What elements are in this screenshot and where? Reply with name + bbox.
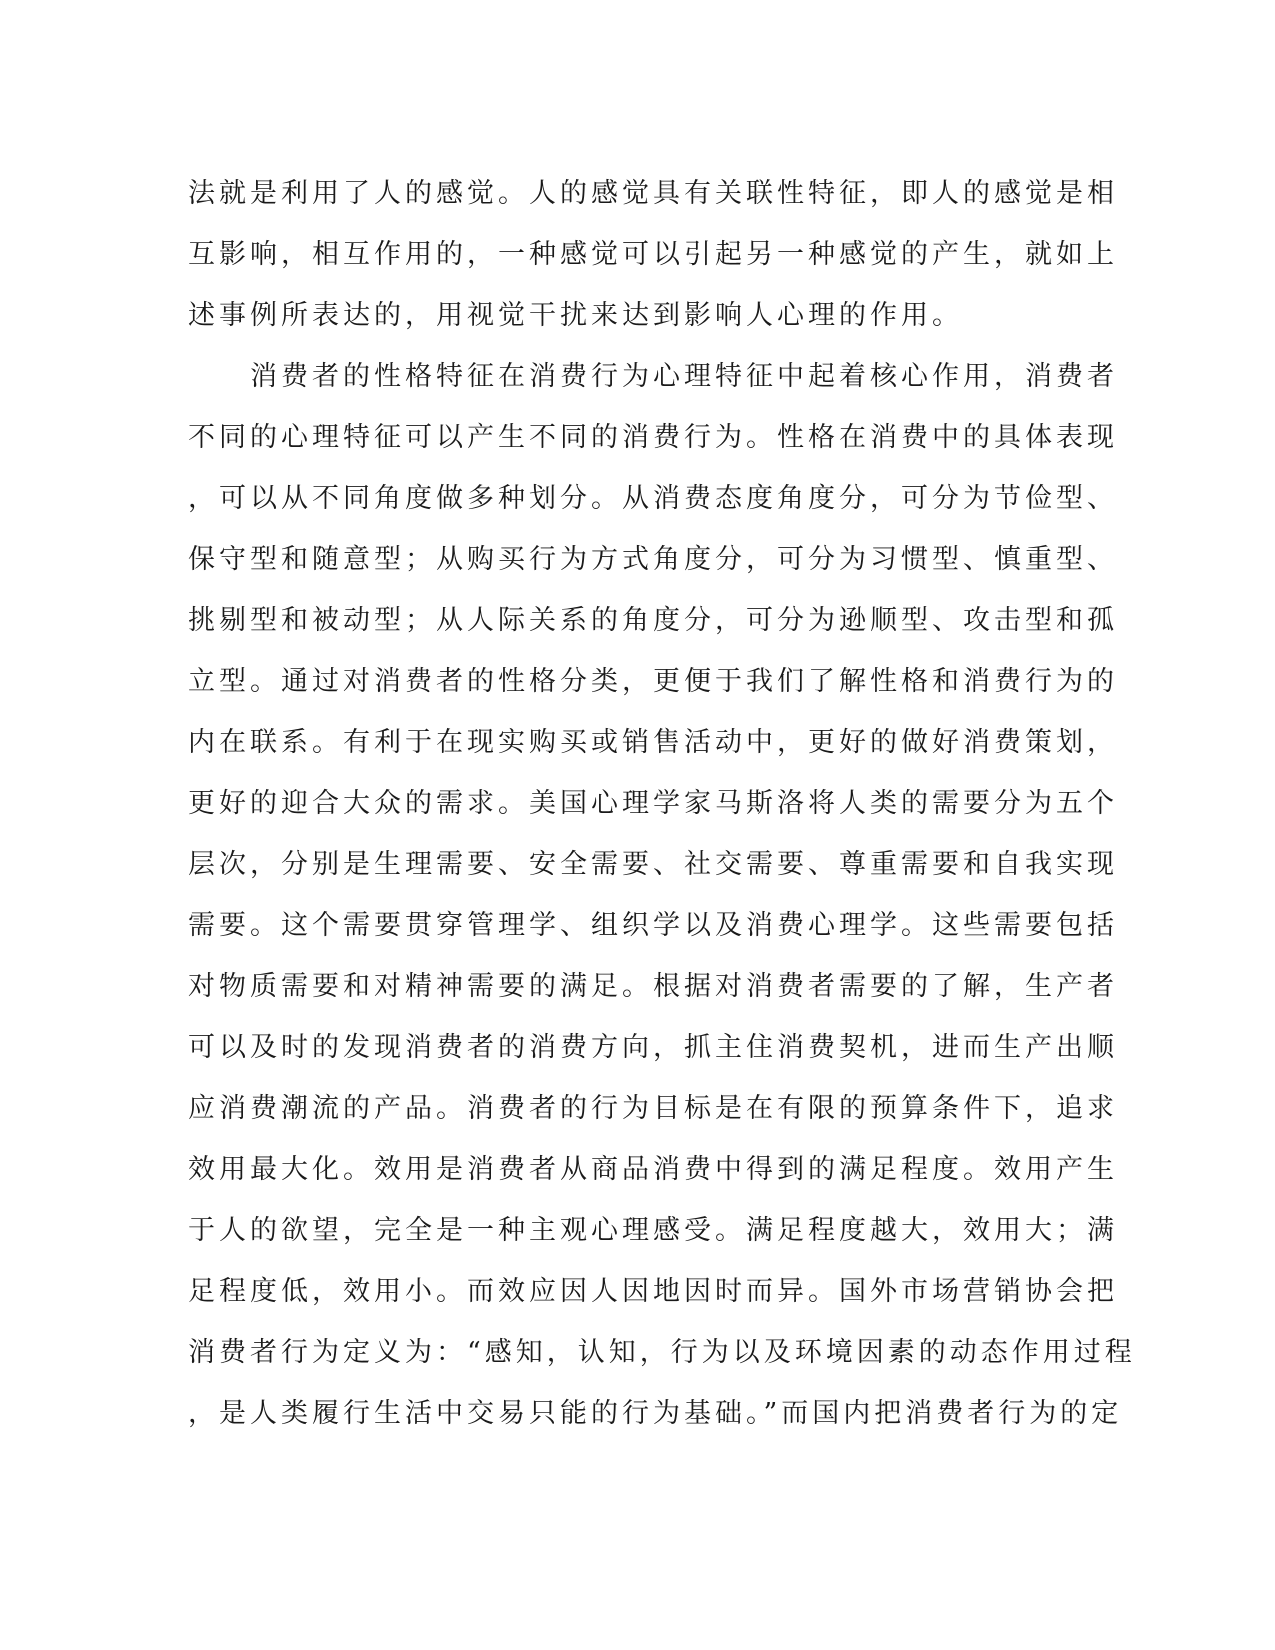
text-line: 述事例所表达的，用视觉干扰来达到影响人心理的作用。 [188, 300, 963, 331]
text-line: 可以及时的发现消费者的消费方向，抓主住消费契机，进而生产出顺 [188, 1032, 1118, 1063]
text-line: 不同的心理特征可以产生不同的消费行为。性格在消费中的具体表现 [188, 422, 1118, 453]
text-line: 层次，分别是生理需要、安全需要、社交需要、尊重需要和自我实现 [188, 849, 1118, 880]
text-line: 立型。通过对消费者的性格分类，更便于我们了解性格和消费行为的 [188, 666, 1118, 697]
text-line: 于人的欲望，完全是一种主观心理感受。满足程度越大，效用大；满 [188, 1215, 1118, 1246]
text-line: 对物质需要和对精神需要的满足。根据对消费者需要的了解，生产者 [188, 971, 1118, 1002]
text-line: 足程度低，效用小。而效应因人因地因时而异。国外市场营销协会把 [188, 1276, 1118, 1307]
text-line: 应消费潮流的产品。消费者的行为目标是在有限的预算条件下，追求 [188, 1093, 1118, 1124]
text-line: ，可以从不同角度做多种划分。从消费态度角度分，可分为节俭型、 [188, 483, 1118, 514]
text-line: ，是人类履行生活中交易只能的行为基础。”而国内把消费者行为的定 [188, 1398, 1123, 1429]
text-line: 互影响，相互作用的，一种感觉可以引起另一种感觉的产生，就如上 [188, 239, 1118, 270]
text-line: 保守型和随意型；从购买行为方式角度分，可分为习惯型、慎重型、 [188, 544, 1118, 575]
text-line: 消费者行为定义为：“感知，认知，行为以及环境因素的动态作用过程 [188, 1337, 1136, 1368]
text-line: 效用最大化。效用是消费者从商品消费中得到的满足程度。效用产生 [188, 1154, 1118, 1185]
text-line: 内在联系。有利于在现实购买或销售活动中，更好的做好消费策划， [188, 727, 1118, 758]
body-text [188, 163, 1136, 1444]
text-line: 法就是利用了人的感觉。人的感觉具有关联性特征，即人的感觉是相 [188, 178, 1118, 209]
text-line: 需要。这个需要贯穿管理学、组织学以及消费心理学。这些需要包括 [188, 910, 1118, 941]
paragraph-start-line: 消费者的性格特征在消费行为心理特征中起着核心作用，消费者 [188, 361, 1118, 392]
text-line: 挑剔型和被动型；从人际关系的角度分，可分为逊顺型、攻击型和孤 [188, 605, 1118, 636]
text-line: 更好的迎合大众的需求。美国心理学家马斯洛将人类的需要分为五个 [188, 788, 1118, 819]
